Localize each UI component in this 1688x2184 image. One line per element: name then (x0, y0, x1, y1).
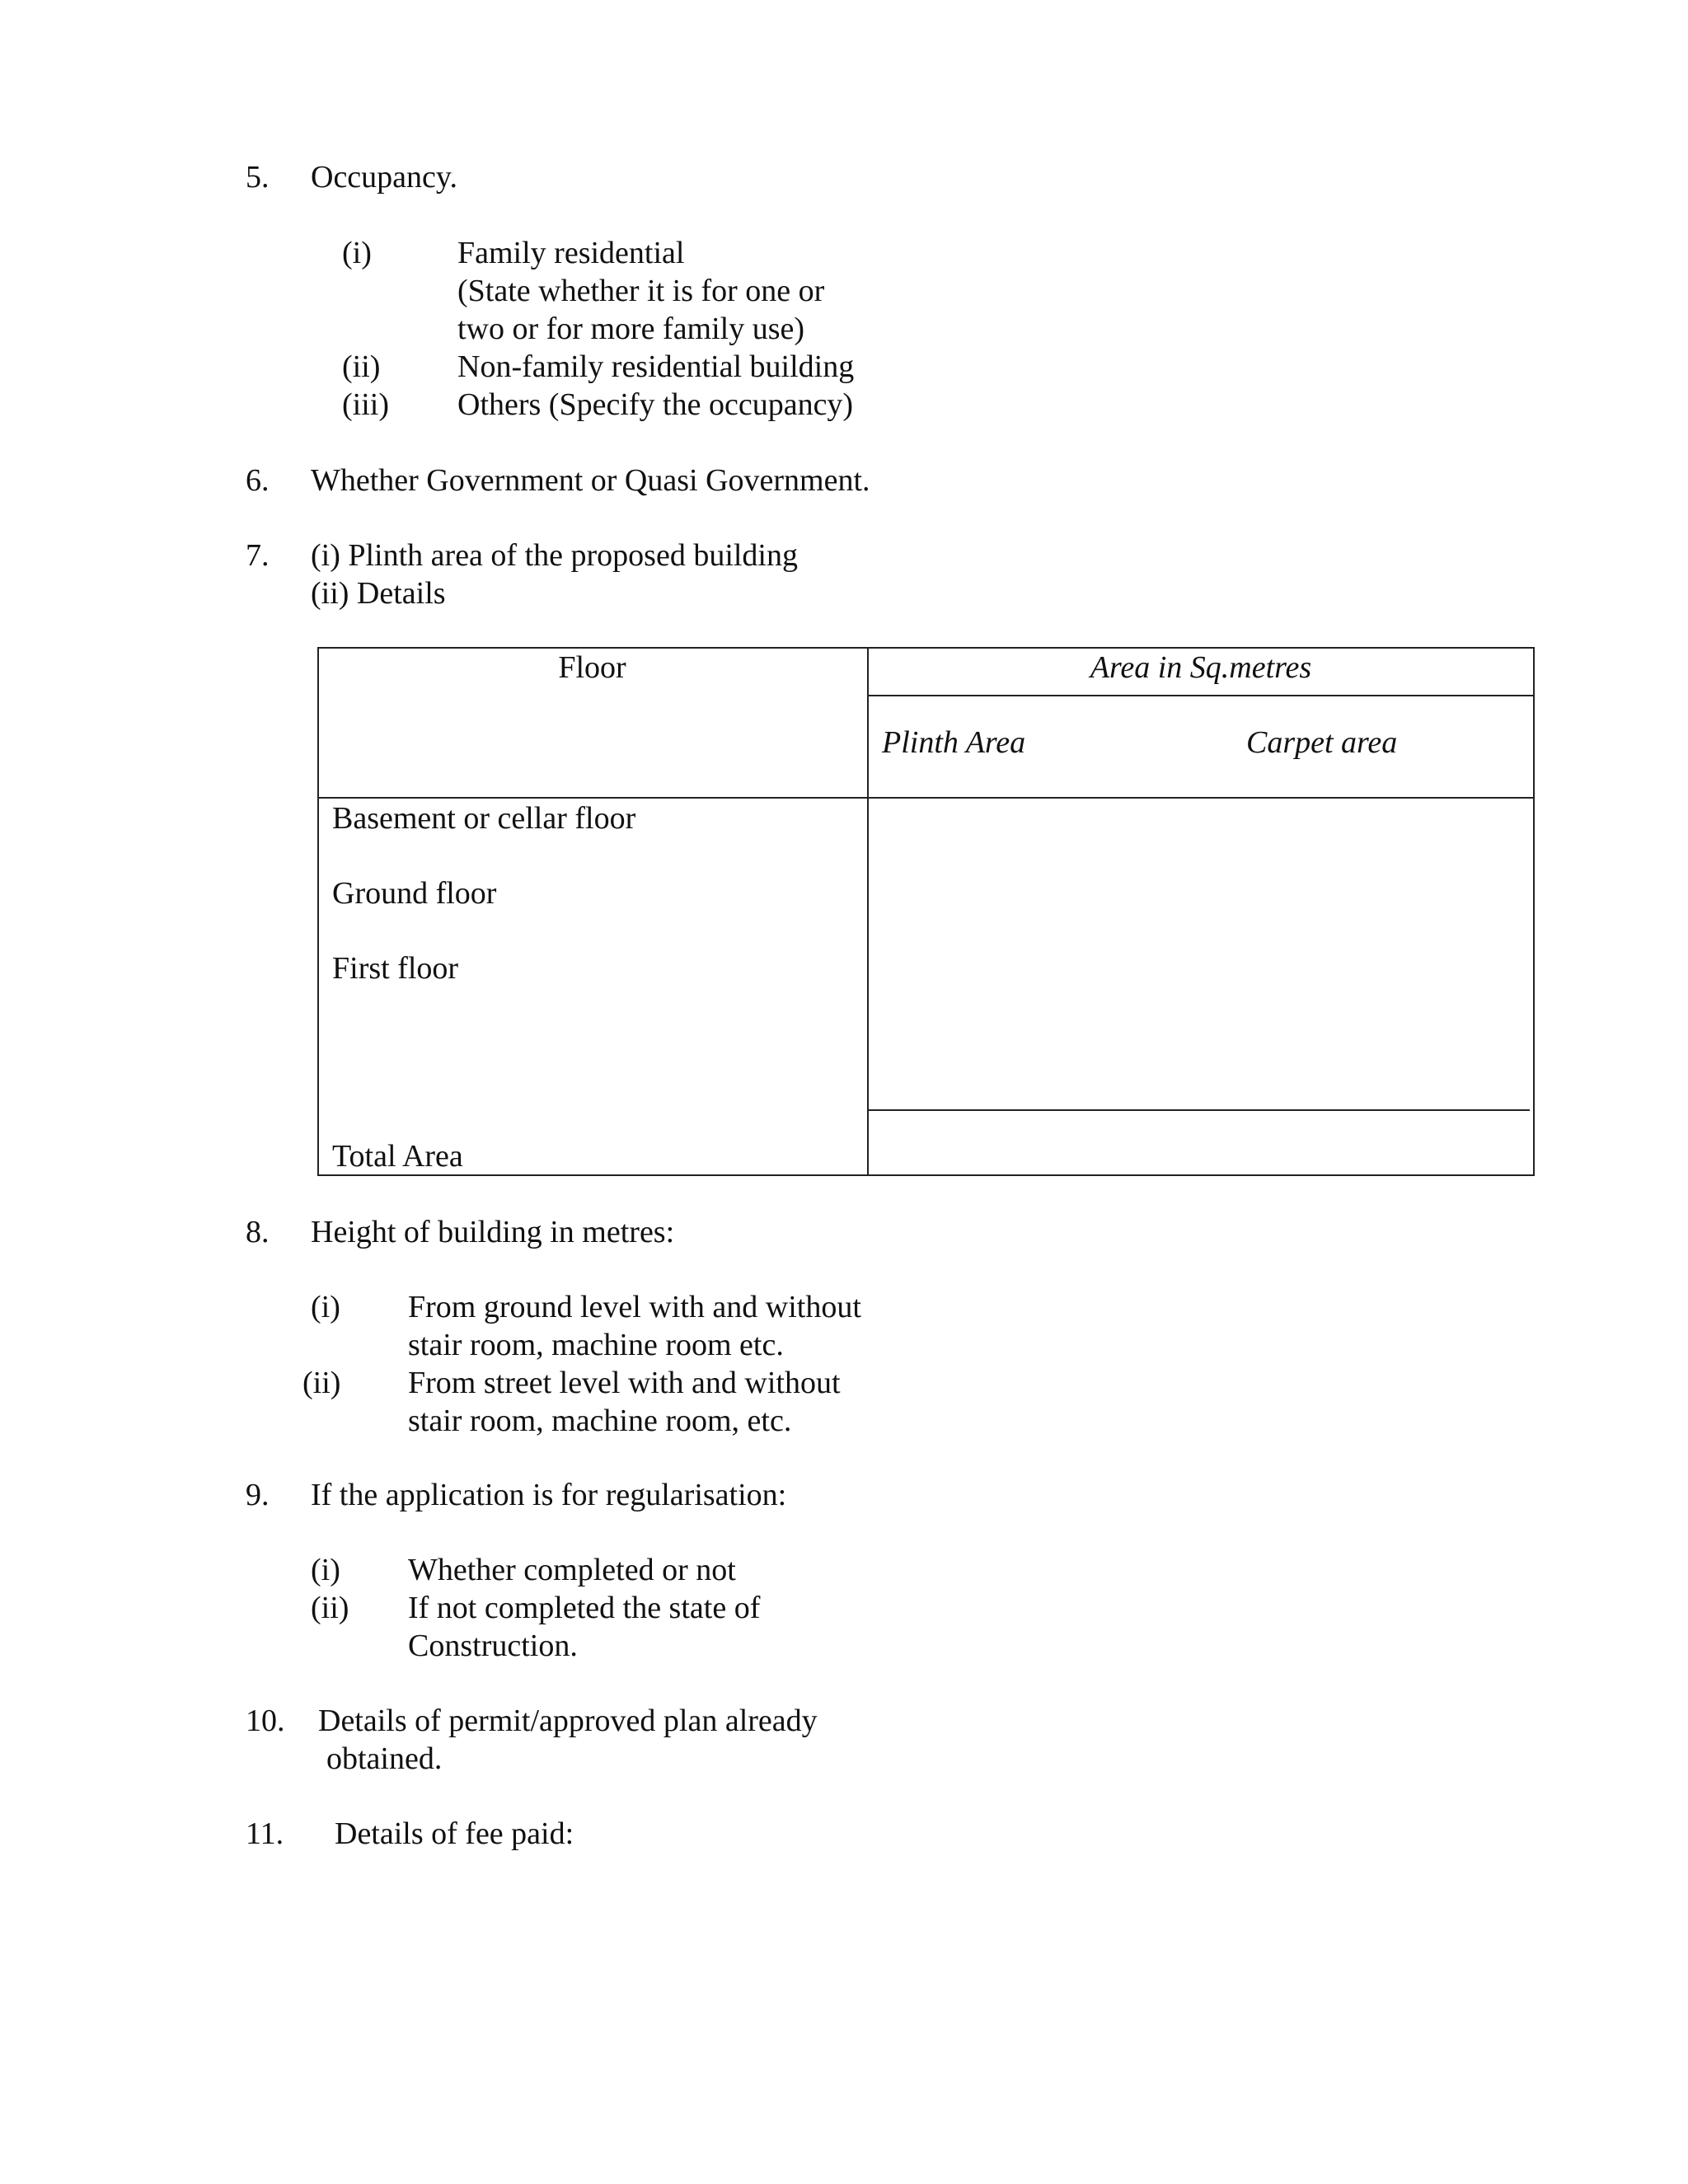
section-8-sub-ii-line-1: From street level with and without (408, 1366, 841, 1400)
section-7-line-1: (i) Plinth area of the proposed building (311, 538, 798, 573)
section-6-number: 6. (246, 463, 270, 498)
table-header-carpet-area: Carpet area (1246, 725, 1398, 760)
section-8-sub-ii-line-2: stair room, machine room, etc. (408, 1404, 792, 1438)
section-11-title: Details of fee paid: (335, 1816, 574, 1851)
section-10-line-2: obtained. (326, 1741, 443, 1776)
table-header-area: Area in Sq.metres (1090, 650, 1312, 685)
table-row-first-floor: First floor (332, 951, 459, 986)
section-5-sub-ii-label: (ii) (342, 349, 381, 384)
section-8-number: 8. (246, 1215, 270, 1249)
area-table-column-divider (867, 647, 869, 1176)
section-8-sub-i-line-1: From ground level with and without (408, 1290, 861, 1324)
section-8-title: Height of building in metres: (311, 1215, 675, 1249)
area-table-header-divider (317, 797, 1535, 799)
area-table-subheader-divider (867, 695, 1535, 696)
section-9-sub-ii-line-1: If not completed the state of (408, 1591, 761, 1625)
area-table-total-divider (867, 1109, 1530, 1111)
section-8-sub-ii-label: (ii) (302, 1366, 341, 1400)
table-header-floor: Floor (558, 650, 626, 685)
section-5-sub-iii-line-1: Others (Specify the occupancy) (457, 387, 854, 422)
section-7-number: 7. (246, 538, 270, 573)
table-row-ground-floor: Ground floor (332, 876, 497, 911)
table-row-total-area: Total Area (332, 1139, 463, 1174)
section-5-title: Occupancy. (311, 160, 457, 194)
section-5-sub-ii-line-1: Non-family residential building (457, 349, 855, 384)
section-5-sub-i-label: (i) (342, 236, 372, 270)
section-6-title: Whether Government or Quasi Government. (311, 463, 870, 498)
section-10-number: 10. (246, 1704, 285, 1738)
table-header-plinth-area: Plinth Area (882, 725, 1026, 760)
section-8-sub-i-line-2: stair room, machine room etc. (408, 1328, 784, 1362)
section-9-sub-ii-label: (ii) (311, 1591, 349, 1625)
table-row-basement: Basement or cellar floor (332, 801, 636, 836)
section-9-sub-i-label: (i) (311, 1553, 340, 1587)
section-5-sub-i-line-3: two or for more family use) (457, 312, 805, 346)
section-5-number: 5. (246, 160, 270, 194)
section-9-sub-ii-line-2: Construction. (408, 1629, 578, 1663)
section-5-sub-iii-label: (iii) (342, 387, 389, 422)
section-5-sub-i-line-1: Family residential (457, 236, 685, 270)
section-10-line-1: Details of permit/approved plan already (318, 1704, 818, 1738)
section-8-sub-i-label: (i) (311, 1290, 340, 1324)
section-5-sub-i-line-2: (State whether it is for one or (457, 274, 825, 308)
section-9-title: If the application is for regularisation: (311, 1478, 787, 1512)
section-7-line-2: (ii) Details (311, 576, 446, 611)
section-9-sub-i-line-1: Whether completed or not (408, 1553, 736, 1587)
section-11-number: 11. (246, 1816, 284, 1851)
section-9-number: 9. (246, 1478, 270, 1512)
